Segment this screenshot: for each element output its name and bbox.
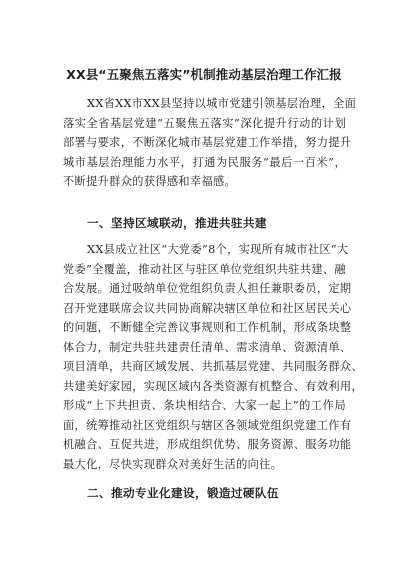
section-heading-2: 二、推动专业化建设，锻造过硬队伍 (87, 486, 279, 500)
intro-line: XX省XX市XX县坚持以城市党建引领基层治理，全面 (87, 97, 357, 110)
section-1-line: XX县成立社区“大党委”8个，实现所有城市社区“大 (87, 243, 349, 256)
section-1-line: 形成“上下共担责、条块相结合、大家一起上”的工作局 (63, 399, 346, 412)
intro-paragraph (63, 94, 357, 192)
intro-line: 不断提升群众的获得感和幸福感。 (63, 175, 237, 188)
section-1-line: 体合力，制定共驻共建责任清单、需求清单、资源清单、 (63, 340, 352, 354)
intro-line: 城市基层治理能力水平，打通为民服务“最后一百米”， (63, 155, 346, 169)
section-1-line: 面，统筹推动社区党组织与辖区各领域党组织党建工作有 (63, 418, 352, 432)
section-1-line: 最大化，尽快实现群众对美好生活的向往。 (63, 457, 283, 471)
section-1-line: 的问题，不断健全完善议事规则和工作机制，形成条块整 (63, 321, 352, 334)
document-title: XX县“五聚焦五落实”机制推动基层治理工作汇报 (66, 67, 342, 82)
section-1-line: 机融合、互促共进，形成组织优势、服务资源、服务功能 (63, 438, 352, 451)
section-1-line: 合发展。通过吸纳单位党组织负责人担任兼职委员，定期 (63, 282, 352, 295)
intro-line: 落实全省基层党建“五聚焦五落实”深化提升行动的计划 (63, 116, 346, 130)
section-1-line: 党委”全覆盖，推动社区与驻区单位党组织共驻共建、融 (63, 262, 346, 276)
section-heading-1: 一、坚持区域联动，推进共驻共建 (87, 216, 267, 230)
section-1-paragraph (63, 240, 363, 474)
section-1-line: 召开党建联席会议共同协商解决辖区单位和社区居民关心 (63, 301, 352, 315)
section-1-line: 项目清单，共商区域发展、共抓基层党建、共同服务群众、 (63, 360, 363, 373)
section-1-line: 共建美好家园，实现区域内各类资源有机整合、有效利用， (63, 379, 363, 393)
intro-line: 部署与要求，不断深化城市基层党建工作举措，努力提升 (63, 136, 352, 149)
